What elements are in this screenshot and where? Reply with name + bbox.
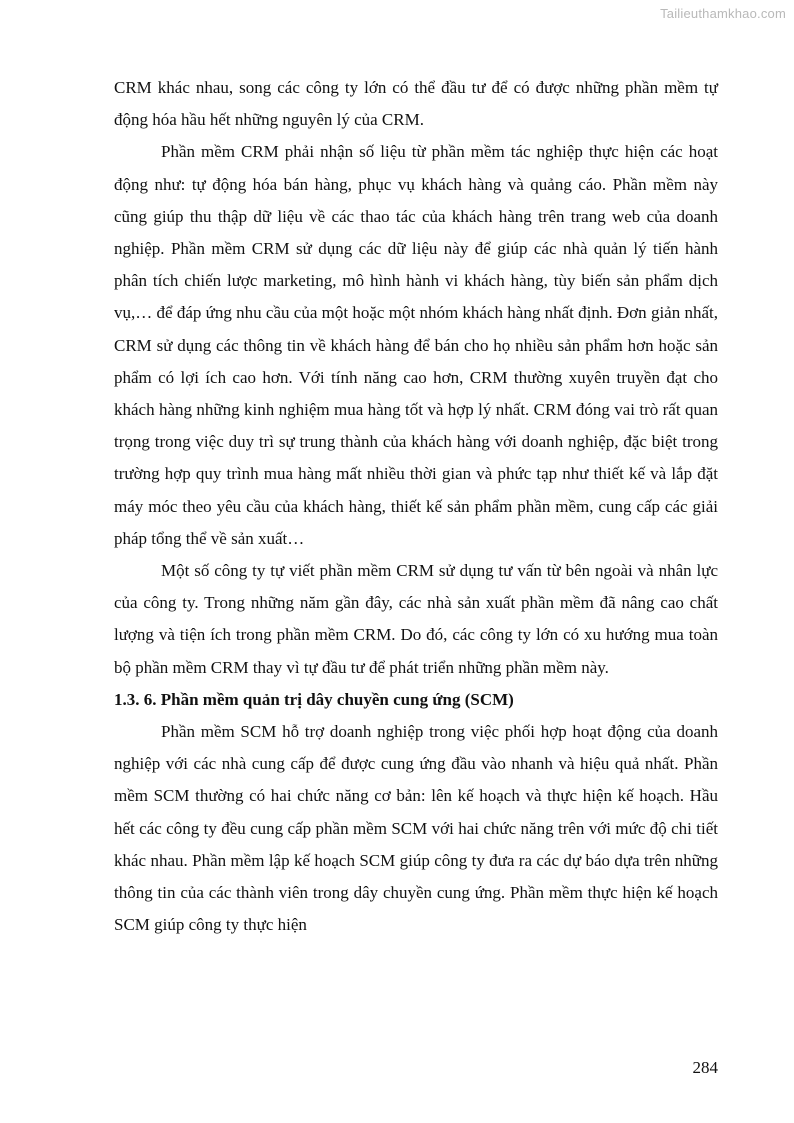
paragraph-crm-continued: CRM khác nhau, song các công ty lớn có thể đầu tư để có được những phần mềm tự động hóa hầu hết những nguyên lý của CRM. bbox=[114, 78, 718, 130]
page-body bbox=[114, 72, 718, 941]
paragraph-scm: Phần mềm SCM hỗ trợ doanh nghiệp trong việc phối hợp hoạt động của doanh nghiệp với các nhà cung cấp để được cung ứng đầu vào nhanh và hiệu quả nhất. Phần mềm SCM thường có hai chức năng cơ bản: lên kế hoạch và thực hiện kế hoạch. Hầu hết các công ty đều cung cấp phần mềm SCM với hai chức năng trên với mức độ chi tiết khác nhau. Phần mềm lập kế hoạch SCM giúp công ty đưa ra các dự báo dựa trên những thông tin của các thành viên trong dây chuyền cung ứng. Phần mềm thực hiện kế hoạch SCM giúp công ty thực hiện bbox=[114, 722, 718, 935]
page-number: 284 bbox=[692, 1058, 718, 1077]
paragraph-crm-software: Phần mềm CRM phải nhận số liệu từ phần mềm tác nghiệp thực hiện các hoạt động như: tự động hóa bán hàng, phục vụ khách hàng và quảng cáo. Phần mềm này cũng giúp thu thập dữ liệu về các thao tác của khách hàng trên trang web của doanh nghiệp. Phần mềm CRM sử dụng các dữ liệu này để giúp các nhà quản lý tiến hành phân tích chiến lược marketing, mô hình hành vi khách hàng, tùy biến sản phẩm dịch vụ,… để đáp ứng nhu cầu của một hoặc một nhóm khách hàng nhất định. Đơn giản nhất, CRM sử dụng các thông tin về khách hàng để bán cho họ nhiều sản phẩm hơn hoặc sản phẩm có lợi ích cao hơn. Với tính năng cao hơn, CRM thường xuyên truyền đạt cho khách hàng những kinh nghiệm mua hàng tốt và hợp lý nhất. CRM đóng vai trò rất quan trọng trong việc duy trì sự trung thành của khách hàng với doanh nghiệp, đặc biệt trong trường hợp quy trình mua hàng mất nhiều thời gian và phức tạp như thiết kế và lắp đặt máy móc theo yêu cầu của khách hàng, thiết kế sản phẩm phần mềm, cung cấp các giải pháp tổng thể về sản xuất… bbox=[114, 142, 718, 548]
section-heading-scm: 1.3. 6. Phần mềm quản trị dây chuyền cung ứng (SCM) bbox=[114, 689, 514, 709]
paragraph-crm-companies: Một số công ty tự viết phần mềm CRM sử dụng tư vấn từ bên ngoài và nhân lực của công ty. Trong những năm gần đây, các nhà sản xuất phần mềm đã nâng cao chất lượng và tiện ích trong phần mềm CRM. Do đó, các công ty lớn có xu hướng mua toàn bộ phần mềm CRM thay vì tự đầu tư để phát triển những phần mềm này. bbox=[114, 561, 718, 677]
watermark: Tailieuthamkhao.com bbox=[660, 6, 786, 21]
